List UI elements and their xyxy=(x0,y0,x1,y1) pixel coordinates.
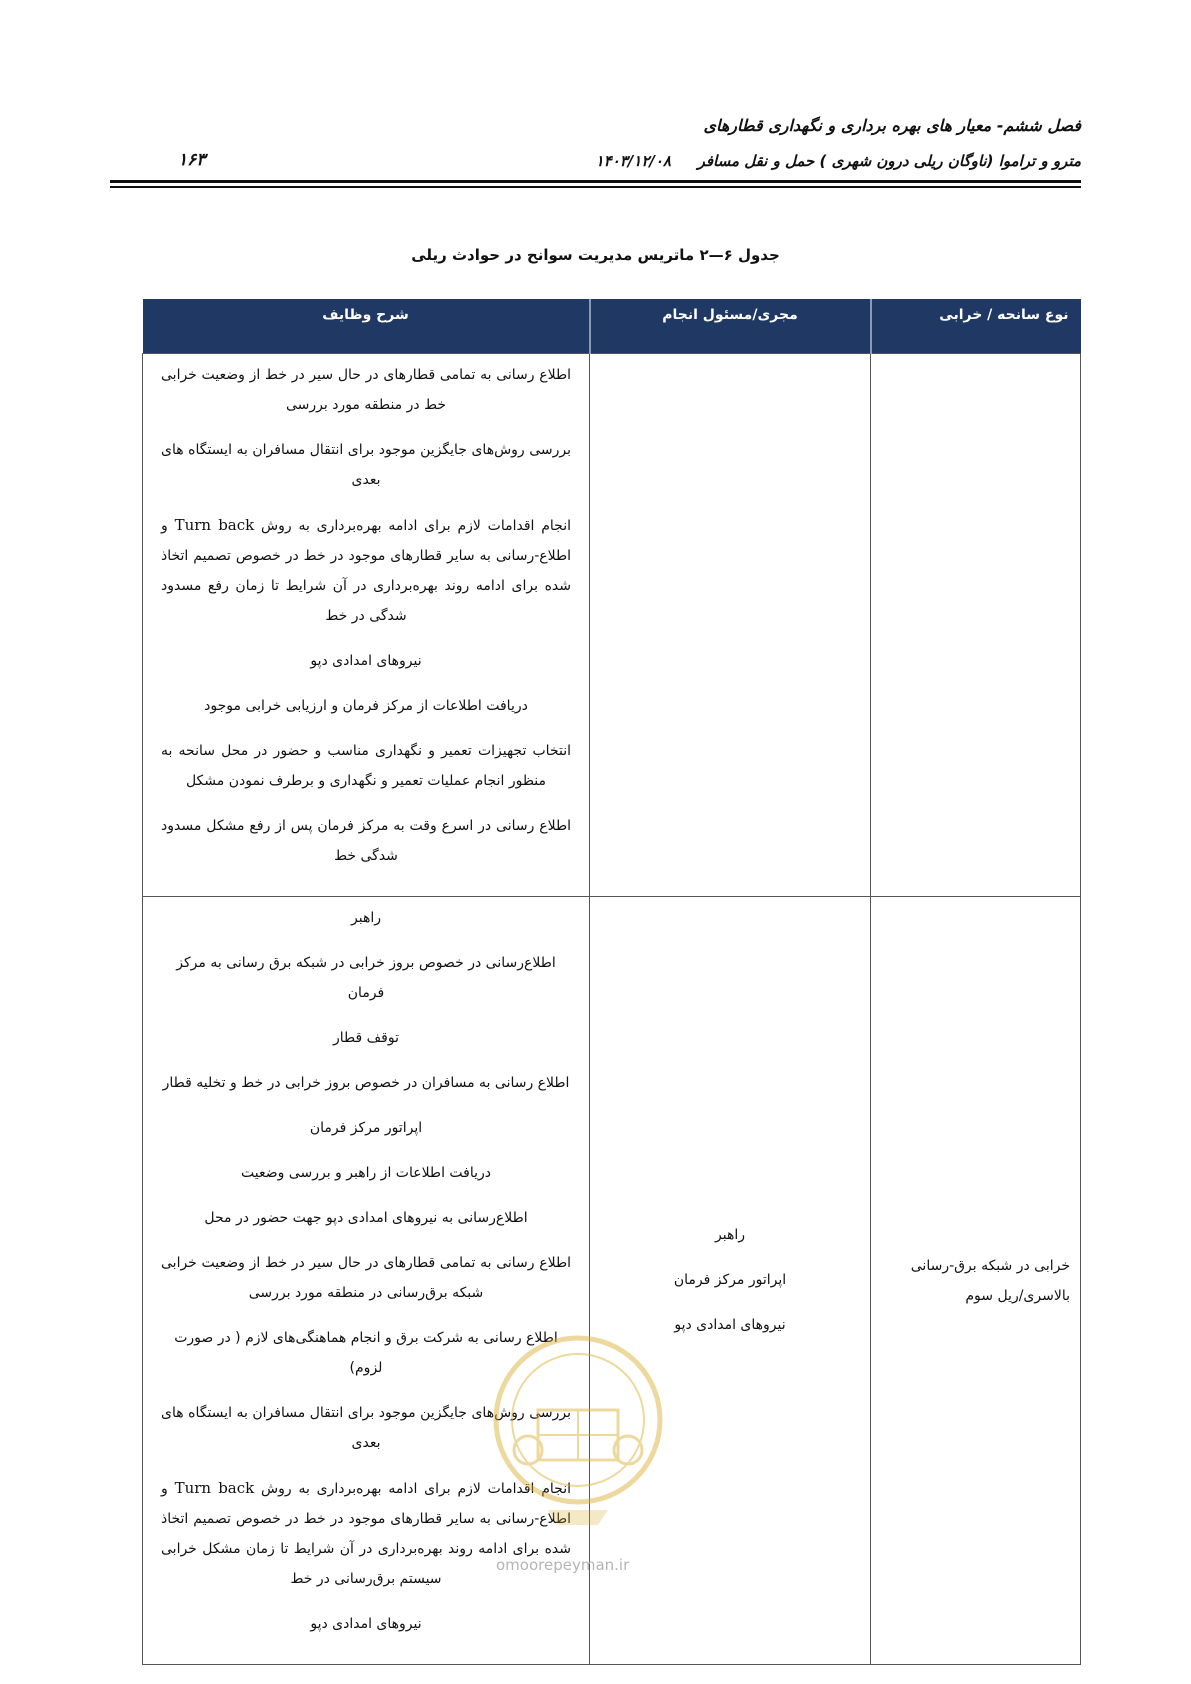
watermark-site: omoorepeyman.ir xyxy=(496,1556,630,1574)
task-item-text: و اطلاع-رسانی به سایر قطارهای موجود در خط در خصوص تصمیم اتخاذ شده برای ادامه روند بهره‌برداری در آن شرایط تا زمان رفع مسدود شدگی در خط xyxy=(161,518,571,624)
task-item: اطلاع‌رسانی به نیروهای امدادی دپو جهت حضور در محل xyxy=(204,1210,528,1226)
table-row xyxy=(143,897,1081,1665)
task-item: اطلاع رسانی به تمامی قطارهای در حال سیر در خط از وضعیت خرابی شبکه برق‌رسانی در منطقه مورد بررسی xyxy=(161,1255,571,1301)
task-item xyxy=(161,1473,571,1594)
role-heading: اپراتور مرکز فرمان xyxy=(309,1120,423,1136)
task-item: بررسی روش‌های جایگزین موجود برای انتقال مسافران به ایستگاه های بعدی xyxy=(161,442,571,488)
role-heading: نیروهای امدادی دپو xyxy=(310,1616,422,1632)
description-cell xyxy=(143,897,590,1665)
task-item xyxy=(161,510,571,631)
role-heading: راهبر xyxy=(351,910,381,926)
task-item-text: انجام اقدامات لازم برای ادامه بهره‌برداری به روش xyxy=(261,518,571,534)
executor-cell xyxy=(590,897,871,1665)
accident-type-cell: خرابی در شبکه برق-رسانی بالاسری/ریل سوم xyxy=(871,897,1081,1665)
task-item-text: انجام اقدامات لازم برای ادامه بهره‌برداری به روش xyxy=(261,1481,571,1497)
executor-item: راهبر xyxy=(715,1227,745,1243)
header-rule-thick xyxy=(110,180,1081,183)
page-number: ۱۶۳ xyxy=(178,150,206,170)
table-row xyxy=(143,354,1081,897)
executor-item: اپراتور مرکز فرمان xyxy=(673,1272,787,1288)
task-item: توقف قطار xyxy=(333,1030,399,1046)
turnback-term: Turn back xyxy=(174,1479,255,1497)
table-header-row xyxy=(143,299,1081,354)
header-executor: مجری/مسئول انجام xyxy=(590,299,871,354)
header-accident-type: نوع سانحه / خرابی xyxy=(871,299,1081,354)
task-item: اطلاع رسانی در اسرع وقت به مرکز فرمان پس از رفع مشکل مسدود شدگی خط xyxy=(161,818,571,864)
document-subtitle: مترو و تراموا (ناوگان ریلی درون شهری ) حمل و نقل مسافر xyxy=(697,152,1081,170)
header-description: شرح وظایف xyxy=(143,299,590,354)
accident-type-cell xyxy=(871,354,1081,897)
task-item: دریافت اطلاعات از مرکز فرمان و ارزیابی خرابی موجود xyxy=(204,698,528,714)
task-item: انتخاب تجهیزات تعمیر و نگهداری مناسب و حضور در محل سانحه به منظور انجام عملیات تعمیر و نگهداری و برطرف نمودن مشکل xyxy=(161,743,571,789)
turnback-term: Turn back xyxy=(174,516,255,534)
task-item: دریافت اطلاعات از راهبر و بررسی وضعیت xyxy=(240,1165,492,1181)
task-item: اطلاع رسانی به تمامی قطارهای در حال سیر در خط از وضعیت خرابی خط در منطقه مورد بررسی xyxy=(161,367,571,413)
document-date: ۱۴۰۳/۱۲/۰۸ xyxy=(595,152,671,170)
table-caption: جدول ۶—۲ ماتریس مدیریت سوانح در حوادث ریلی xyxy=(411,246,780,264)
chapter-title: فصل ششم- معیار های بهره برداری و نگهداری قطارهای xyxy=(703,116,1081,135)
header-rule-thin xyxy=(110,186,1081,188)
description-cell xyxy=(143,354,590,897)
task-item: اطلاع رسانی به شرکت برق و انجام هماهنگی‌های لازم ( در صورت لزوم) xyxy=(174,1330,558,1376)
executor-item: نیروهای امدادی دپو xyxy=(674,1317,786,1333)
task-item-text: و اطلاع-رسانی به سایر قطارهای موجود در خط در خصوص تصمیم اتخاذ شده برای ادامه روند بهره‌برداری در آن شرایط تا زمان مشکل خرابی سیستم برق‌رسانی در خط xyxy=(161,1481,571,1587)
role-heading: نیروهای امدادی دپو xyxy=(310,653,422,669)
task-item: اطلاع‌رسانی در خصوص بروز خرابی در شبکه برق رسانی به مرکز فرمان xyxy=(176,955,556,1001)
executor-cell xyxy=(590,354,871,897)
accident-matrix-table xyxy=(142,299,1081,1665)
task-item: اطلاع رسانی به مسافران در خصوص بروز خرابی در خط و تخلیه قطار xyxy=(162,1075,570,1091)
task-item: بررسی روش‌های جایگزین موجود برای انتقال مسافران به ایستگاه های بعدی xyxy=(161,1405,571,1451)
